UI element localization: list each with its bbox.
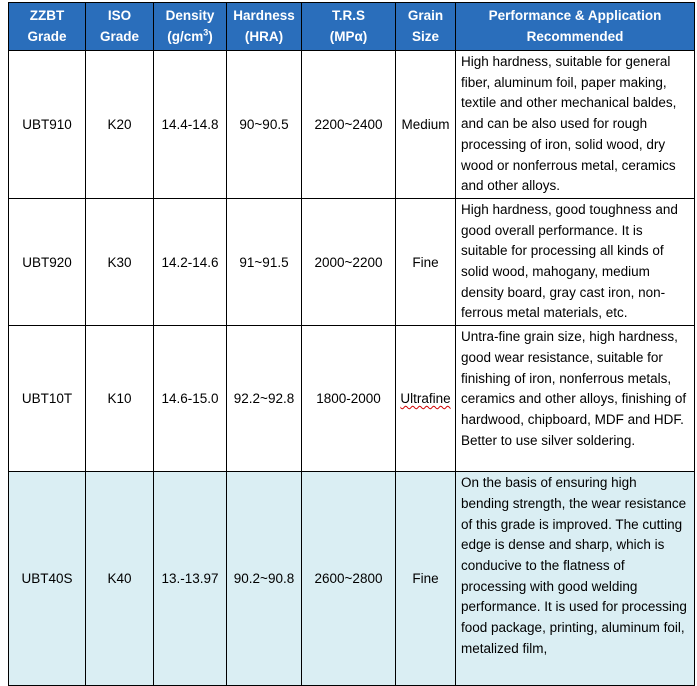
description-text: High hardness, suitable for general fiber, aluminum foil, paper making, textile and other mechanical baldes, and can be also used for rough processing of iron, solid wood, dry wood or nonferrous metal, ceramics and other alloys. xyxy=(461,54,677,194)
cell-description xyxy=(456,472,695,686)
cell-density: 13.-13.97 xyxy=(154,472,227,686)
header-line-2: Size xyxy=(411,28,439,44)
header-line-1: ZZBT xyxy=(29,8,65,23)
description-clip xyxy=(461,473,688,683)
cell-density: 14.4-14.8 xyxy=(154,51,227,199)
cell-trs: 2600~2800 xyxy=(302,472,396,686)
header-line-1: Density xyxy=(165,8,215,23)
cell-grain-size xyxy=(396,326,456,472)
cell-description xyxy=(456,198,695,325)
cell-iso-grade: K30 xyxy=(86,198,154,325)
cell-zzbt-grade: UBT10T xyxy=(9,326,86,472)
cell-hardness: 90.2~90.8 xyxy=(227,472,302,686)
cell-zzbt-grade: UBT40S xyxy=(9,472,86,686)
header-zzbt-grade xyxy=(9,3,86,51)
header-performance-application xyxy=(456,3,695,51)
cell-description xyxy=(456,326,695,472)
header-line-2: (MPα) xyxy=(329,28,368,44)
cell-hardness: 92.2~92.8 xyxy=(227,326,302,472)
cell-hardness: 90~90.5 xyxy=(227,51,302,199)
header-line-2: (HRA) xyxy=(244,28,284,44)
header-iso-grade xyxy=(86,3,154,51)
header-line-2-end: ) xyxy=(208,28,213,44)
cell-grain-size: Medium xyxy=(396,51,456,199)
cell-density: 14.2-14.6 xyxy=(154,198,227,325)
header-line-2: Grade xyxy=(99,28,140,44)
cell-zzbt-grade: UBT920 xyxy=(9,198,86,325)
header-line-1: Performance & Application xyxy=(488,8,662,23)
grade-specification-table xyxy=(8,2,695,686)
cell-hardness: 91~91.5 xyxy=(227,198,302,325)
header-line-2: (g/cm xyxy=(167,28,204,44)
header-superscript: 3 xyxy=(203,27,209,37)
cell-density: 14.6-15.0 xyxy=(154,326,227,472)
header-line-1: Grain xyxy=(407,8,444,23)
cell-zzbt-grade: UBT910 xyxy=(9,51,86,199)
table-row xyxy=(9,326,695,472)
header-grain-size xyxy=(396,3,456,51)
grain-size-text: Ultrafine xyxy=(400,391,451,407)
table-header-row xyxy=(9,3,695,51)
cell-iso-grade: K40 xyxy=(86,472,154,686)
header-line-1: Hardness xyxy=(233,8,295,23)
header-line-1: T.R.S xyxy=(331,8,365,23)
header-line-2: Recommended xyxy=(526,28,624,44)
cell-iso-grade: K20 xyxy=(86,51,154,199)
cell-grain-size: Fine xyxy=(396,472,456,686)
cell-description xyxy=(456,51,695,199)
table-row xyxy=(9,198,695,325)
table-row xyxy=(9,51,695,199)
header-trs xyxy=(302,3,396,51)
description-text: Untra-fine grain size, high hardness, good wear resistance, suitable for finishing of iron, nonferrous metals, ceramics and other alloys, finishing of hardwood, chipboard, MDF and HDF. Better to use silver soldering. xyxy=(461,329,687,448)
header-line-2: Grade xyxy=(27,28,67,44)
cell-trs: 2000~2200 xyxy=(302,198,396,325)
table-row xyxy=(9,472,695,686)
cell-iso-grade: K10 xyxy=(86,326,154,472)
cell-grain-size: Fine xyxy=(396,198,456,325)
cell-trs: 2200~2400 xyxy=(302,51,396,199)
description-text: On the basis of ensuring high bending strength, the wear resistance of this grade is improved. The cutting edge is dense and sharp, which is conducive to the flatness of processing with good welding performance. It is used for processing food package, printing, aluminum foil, metalized film, xyxy=(461,475,687,656)
cell-trs: 1800-2000 xyxy=(302,326,396,472)
header-hardness xyxy=(227,3,302,51)
header-density xyxy=(154,3,227,51)
header-line-1: ISO xyxy=(107,8,132,23)
description-text: High hardness, good toughness and good overall performance. It is suitable for processing all kinds of solid wood, mahogany, medium density board, gray cast iron, non-ferrous metal materials, etc. xyxy=(461,201,678,321)
